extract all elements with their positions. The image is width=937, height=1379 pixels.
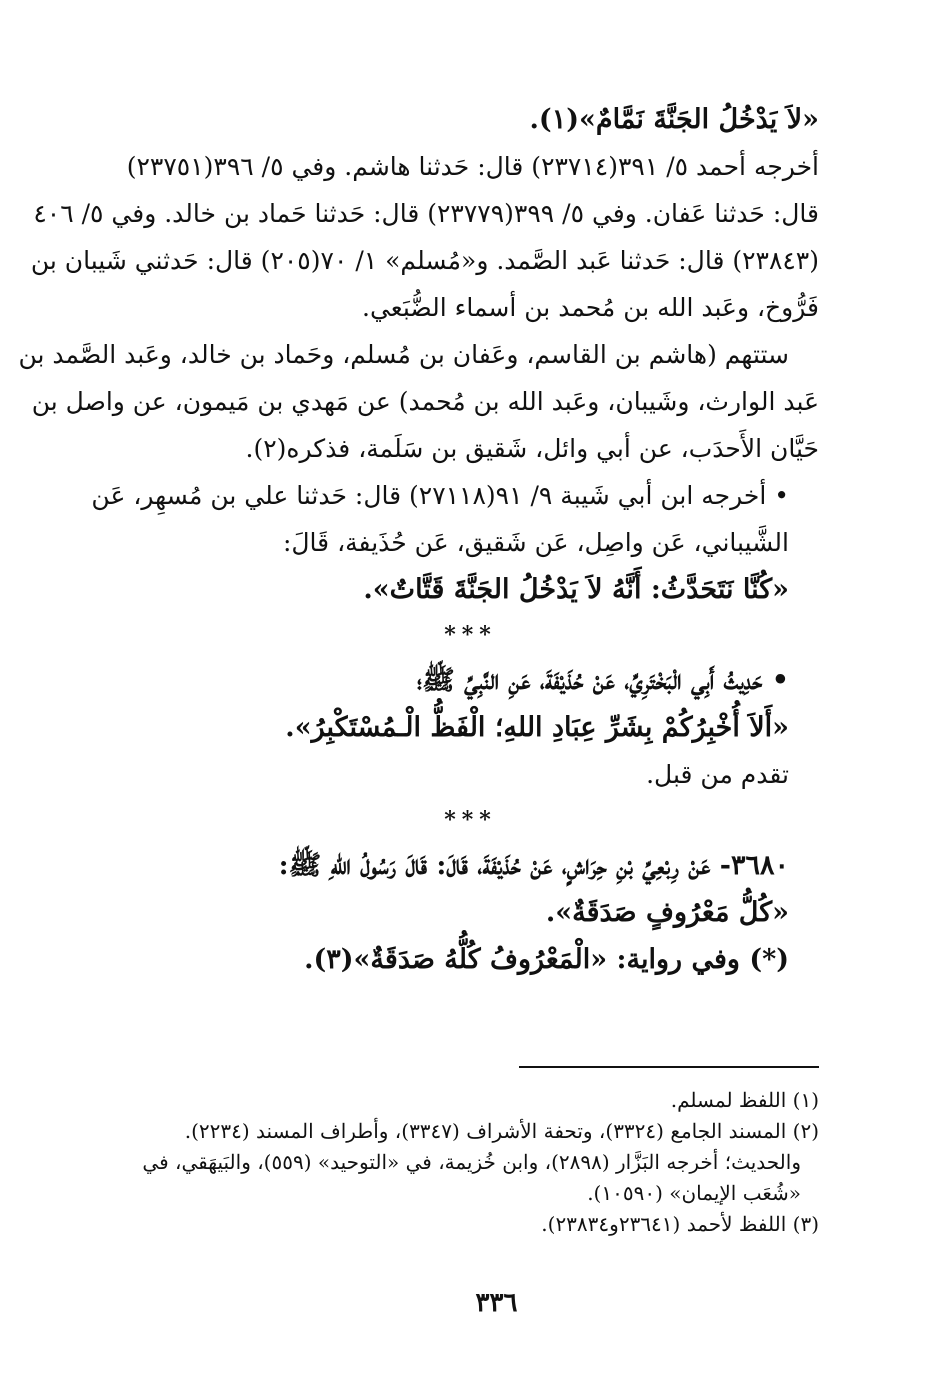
- section-separator: ***: [444, 622, 497, 648]
- footnote: (٢) المسند الجامع (٣٣٢٤)، وتحفة الأشراف (٣٣٤٧)، وأطراف المسند (٢٢٣٤).: [184, 1119, 819, 1143]
- footnote-continuation: والحديث؛ أخرجه البَزَّار (٢٨٩٨)، وابن خُزيمة، في «التوحيد» (٥٥٩)، والبَيهَقي، في: [142, 1150, 801, 1174]
- text-line: فَرُّوخ، وعَبد الله بن مُحمد بن أسماء الضُّبَعي.: [362, 293, 819, 322]
- hadith-text: «كُلُّ مَعْرُوفٍ صَدَقَةٌ».: [545, 897, 789, 928]
- cross-reference-note: تقدم من قبل.: [646, 760, 789, 789]
- footnote-divider: [519, 1066, 819, 1068]
- hadith-heading: • حَدِيثُ أَبِي الْبَخْتَرِيِّ، عَنْ حُذَيْفَةَ، عَنِ النَّبِيِّ ﷺ؛: [416, 665, 789, 696]
- footnotes: [82, 1085, 819, 1240]
- page-number: ٣٣٦: [475, 1288, 518, 1318]
- hadith-text: «لاَ يَدْخُلُ الجَنَّةَ نَمَّامٌ»(١).: [529, 104, 819, 135]
- footnote-continuation: «شُعَب الإيمان» (١٠٥٩٠).: [587, 1181, 801, 1205]
- main-text: [18, 96, 819, 983]
- text-line: ستتهم (هاشم بن القاسم، وعَفان بن مُسلم، وحَماد بن خالد، وعَبد الصَّمد بن: [18, 340, 789, 369]
- text-line: قال: حَدثنا عَفان. وفي ٥/ ٣٩٩(٢٣٧٧٩) قال: حَدثنا حَماد بن خالد. وفي ٥/ ٤٠٦: [33, 199, 819, 228]
- hadith-text: «كُنَّا نَتَحَدَّثُ: أَنَّهُ لاَ يَدْخُلُ الجَنَّةَ قَتَّاتٌ».: [363, 574, 789, 605]
- hadith-variant: (*) وفي رواية: «الْمَعْرُوفُ كُلُّهُ صَدَقَةٌ»(٣).: [304, 944, 789, 975]
- hadith-3680-heading: ٣٦٨٠- عَنْ رِبْعِيِّ بْنِ حِرَاشٍ، عَنْ حُذَيْفَةَ، قَالَ: قَالَ رَسُولُ اللهِ ﷺ:: [278, 850, 789, 881]
- ibn-abi-shayba-paragraph: [82, 472, 819, 566]
- narrators-paragraph: [18, 331, 819, 472]
- text-line: • أخرجه ابن أبي شَيبة ٩/ ٩١(٢٧١١٨) قال: حَدثنا علي بن مُسهِر، عَن: [91, 481, 789, 510]
- text-line: أخرجه أحمد ٥/ ٣٩١(٢٣٧١٤) قال: حَدثنا هاشم. وفي ٥/ ٣٩٦(٢٣٧٥١): [126, 152, 819, 181]
- text-line: الشَّيباني، عَن واصِل، عَن شَقيق، عَن حُذَيفة، قَالَ:: [282, 528, 789, 557]
- text-line: عَبد الوارث، وشَيبان، وعَبد الله بن مُحمد) عن مَهدي بن مَيمون، عن واصل بن: [31, 387, 819, 416]
- text-line: حَيَّان الأَحدَب، عن أبي وائل، شَقيق بن سَلَمة، فذكره(٢).: [245, 434, 819, 463]
- text-line: (٢٣٨٤٣) قال: حَدثنا عَبد الصَّمد. و«مُسلم» ١/ ٧٠(٢٠٥) قال: حَدثني شَيبان بن: [30, 246, 819, 275]
- takhrij-paragraph: [30, 143, 819, 331]
- footnote: (٣) اللفظ لأحمد (٢٣٦٤١و٢٣٨٣٤).: [541, 1212, 819, 1236]
- section-separator: ***: [444, 807, 497, 833]
- footnote: (١) اللفظ لمسلم.: [670, 1088, 819, 1112]
- hadith-text: «أَلاَ أُخْبِرُكُمْ بِشَرِّ عِبَادِ اللهِ؛ الْفَظُّ الْـمُسْتَكْبِرُ».: [285, 712, 789, 743]
